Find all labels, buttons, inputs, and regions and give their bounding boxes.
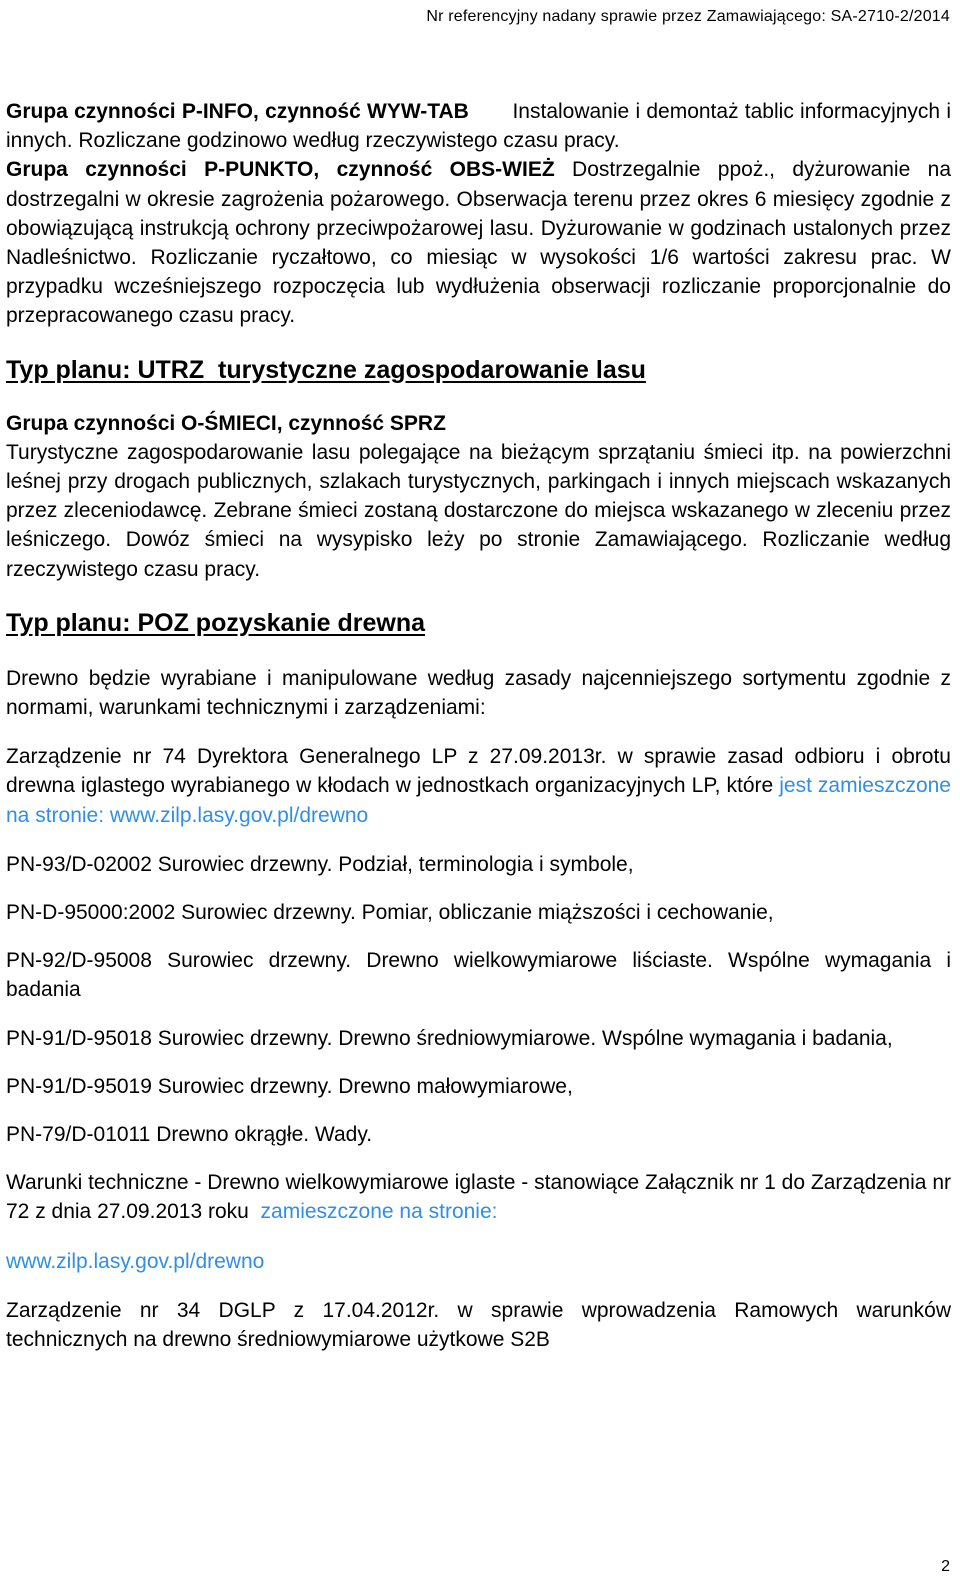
zilp-url-link[interactable]: www.zilp.lasy.gov.pl/drewno: [6, 1249, 265, 1273]
zarzadzenie-74-link[interactable]: jest zamieszczone na stronie: www.zilp.lasy.gov.pl/drewno: [6, 774, 951, 827]
warunki-techniczne-paragraph: [6, 1168, 951, 1226]
warunki-techniczne-link[interactable]: zamieszczone na stronie:: [260, 1200, 498, 1224]
reference-number-header: Nr referencyjny nadany sprawie przez Zamawiającego: SA-2710-2/2014: [426, 8, 950, 25]
document-body: [6, 97, 951, 1354]
pn-91-d-95019: PN-91/D-95019 Surowiec drzewny. Drewno małowymiarowe,: [6, 1074, 573, 1098]
pn-93-d-02002: PN-93/D-02002 Surowiec drzewny. Podział, terminologia i symbole,: [6, 852, 634, 876]
utrz-heading: Typ planu: UTRZ turystyczne zagospodarowanie lasu: [6, 355, 646, 384]
zarzadzenie-34-paragraph: Zarządzenie nr 34 DGLP z 17.04.2012r. w sprawie wprowadzenia Ramowych warunków technicznych na drewno średniowymiarowe użytkowe S2B: [6, 1298, 951, 1352]
p-punkto-paragraph: [6, 155, 951, 330]
poz-heading: Typ planu: POZ pozyskanie drewna: [6, 608, 426, 637]
pn-91-d-95018: PN-91/D-95018 Surowiec drzewny. Drewno średniowymiarowe. Wspólne wymagania i badania,: [6, 1026, 893, 1050]
p-punkto-text: Dostrzegalnie ppoż., dyżurowanie na dostrzegalni w okresie zagrożenia pożarowego. Obserwacja terenu przez okres 6 miesięcy zgodnie z obowiązującą instrukcją ochrony przeciwpożarowej lasu. Dyżurowanie w godzinach ustalonych przez Nadleśnictwo. Rozliczanie ryczałtowo, co miesiąc w wysokości 1/6 wartości zakresu prac. W przypadku wcześniejszego rozpoczęcia lub wydłużenia obserwacji rozliczanie proporcjonalnie do przepracowanego czasu pracy.: [6, 158, 951, 328]
zarzadzenie-74-text: Zarządzenie nr 74 Dyrektora Generalnego LP z 27.09.2013r. w sprawie zasad odbioru i obrotu drewna iglastego wyrabianego w kłodach w jednostkach organizacyjnych LP, które: [6, 745, 951, 798]
pn-d-95000-2002: PN-D-95000:2002 Surowiec drzewny. Pomiar, obliczanie miąższości i cechowanie,: [6, 901, 774, 925]
p-punkto-group-label: Grupa czynności P-PUNKTO, czynność OBS-WIEŻ: [6, 158, 555, 182]
p-info-paragraph: [6, 97, 951, 155]
p-info-text: Instalowanie i demontaż tablic informacyjnych i innych. Rozliczane godzinowo według rzeczywistego czasu pracy.: [6, 100, 952, 153]
p-info-group-label: Grupa czynności P-INFO, czynność WYW-TAB: [6, 100, 469, 123]
utrz-group-label: Grupa czynności O-ŚMIECI, czynność SPRZ: [6, 411, 446, 435]
poz-intro: Drewno będzie wyrabiane i manipulowane według zasady najcenniejszego sortymentu zgodnie z normami, warunkami technicznymi i zarządzeniami:: [6, 666, 951, 720]
utrz-text: Turystyczne zagospodarowanie lasu polegające na bieżącym sprzątaniu śmieci itp. na powierzchni leśnej przy drogach publicznych, szlakach turystycznych, parkingach i innych miejscach wskazanych przez zleceniodawcę. Zebrane śmieci zostaną dostarczone do miejsca wskazanego w zleceniu przez leśniczego. Dowóz śmieci na wysypisko leży po stronie Zamawiającego. Rozliczanie według rzeczywistego czasu pracy.: [6, 440, 951, 581]
pn-79-d-01011: PN-79/D-01011 Drewno okrągłe. Wady.: [6, 1123, 373, 1147]
zarzadzenie-74-paragraph: [6, 742, 951, 830]
warunki-techniczne-text: Warunki techniczne - Drewno wielkowymiarowe iglaste - stanowiące Załącznik nr 1 do Zarządzenia nr 72 z dnia 27.09.2013 roku: [6, 1171, 951, 1224]
page-number: 2: [941, 1558, 950, 1575]
pn-92-d-95008: PN-92/D-95008 Surowiec drzewny. Drewno wielkowymiarowe liściaste. Wspólne wymagania i badania: [6, 949, 951, 1002]
